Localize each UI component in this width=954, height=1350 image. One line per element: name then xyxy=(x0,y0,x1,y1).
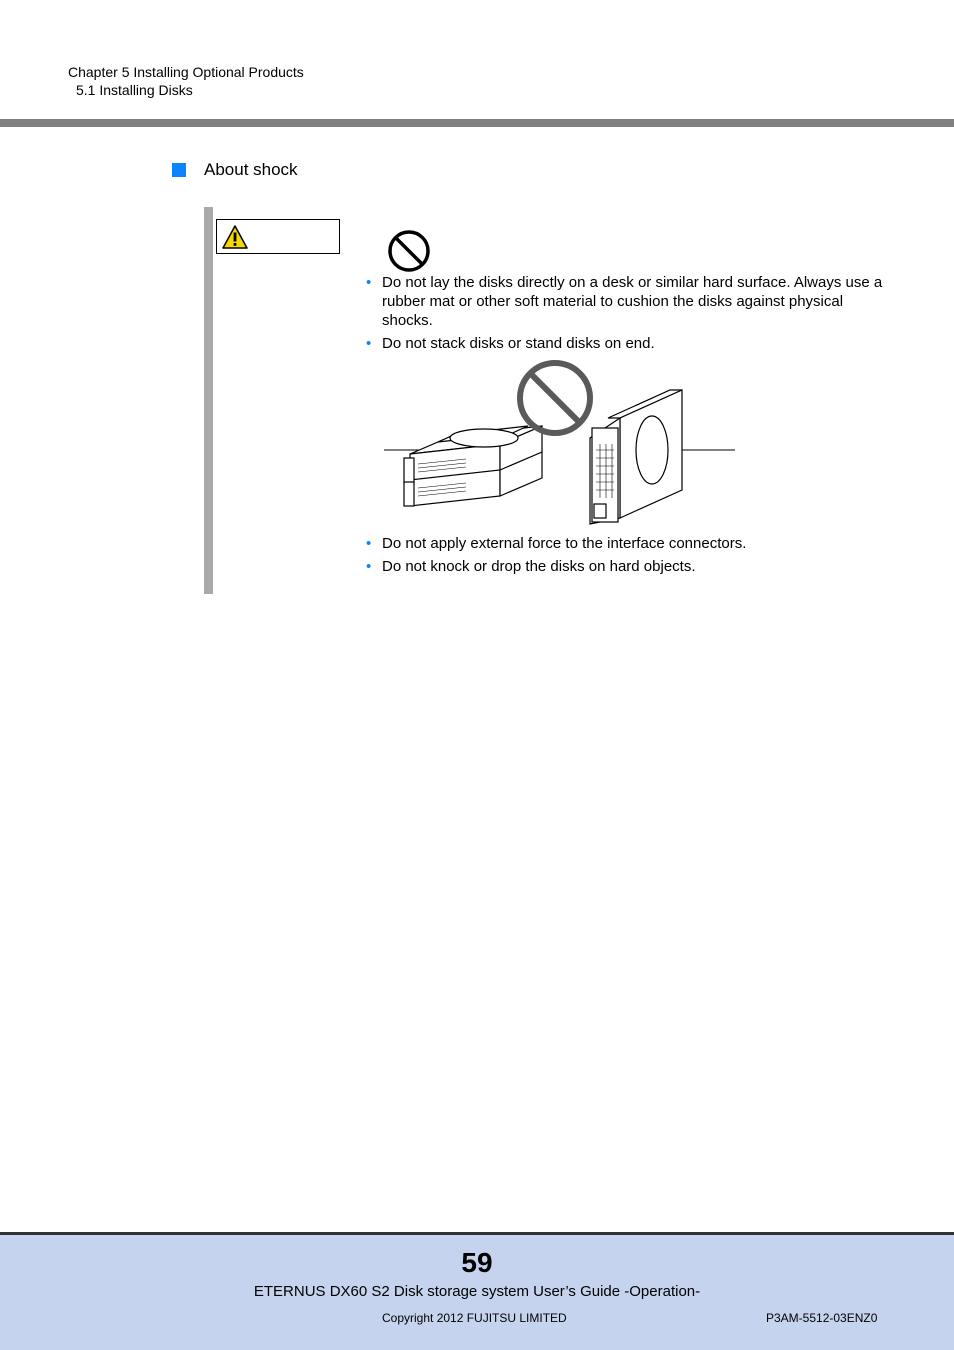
caution-list-bottom xyxy=(366,534,886,580)
list-item xyxy=(366,534,886,553)
caution-list-top xyxy=(366,273,886,357)
bullet-dot: • xyxy=(366,274,372,291)
list-item xyxy=(366,334,886,353)
header-divider xyxy=(0,119,954,127)
large-prohibited-icon xyxy=(520,363,590,433)
list-item xyxy=(366,273,886,330)
section-title-text: About shock xyxy=(204,160,298,179)
chapter-heading: Chapter 5 Installing Optional Products xyxy=(68,64,304,80)
disk-handling-illustration xyxy=(380,358,740,528)
bullet-dot: • xyxy=(366,535,372,552)
bullet-dot: • xyxy=(366,335,372,352)
prohibited-icon xyxy=(387,229,431,273)
bullet-dot: • xyxy=(366,558,372,575)
list-item-text: Do not apply external force to the interface connectors. xyxy=(382,535,747,552)
page-number: 59 xyxy=(461,1247,493,1278)
section-bullet-square xyxy=(172,163,186,177)
page-footer xyxy=(0,1232,954,1350)
caution-side-rule xyxy=(204,207,213,594)
copyright-notice: Copyright 2012 FUJITSU LIMITED xyxy=(382,1311,567,1325)
caution-label-box xyxy=(216,219,340,254)
list-item xyxy=(366,557,886,576)
document-title: ETERNUS DX60 S2 Disk storage system User’s Guide -Operation- xyxy=(253,1283,701,1300)
document-code: P3AM-5512-03ENZ0 xyxy=(766,1311,878,1325)
list-item-text: Do not stack disks or stand disks on end. xyxy=(382,335,655,352)
warning-triangle-icon xyxy=(222,225,248,249)
list-item-text: Do not lay the disks directly on a desk or similar hard surface. Always use a rubber mat or other soft material to cushion the disks against physical shocks. xyxy=(382,274,883,329)
section-heading: 5.1 Installing Disks xyxy=(76,82,193,98)
section-title xyxy=(172,160,298,180)
list-item-text: Do not knock or drop the disks on hard objects. xyxy=(382,558,696,575)
